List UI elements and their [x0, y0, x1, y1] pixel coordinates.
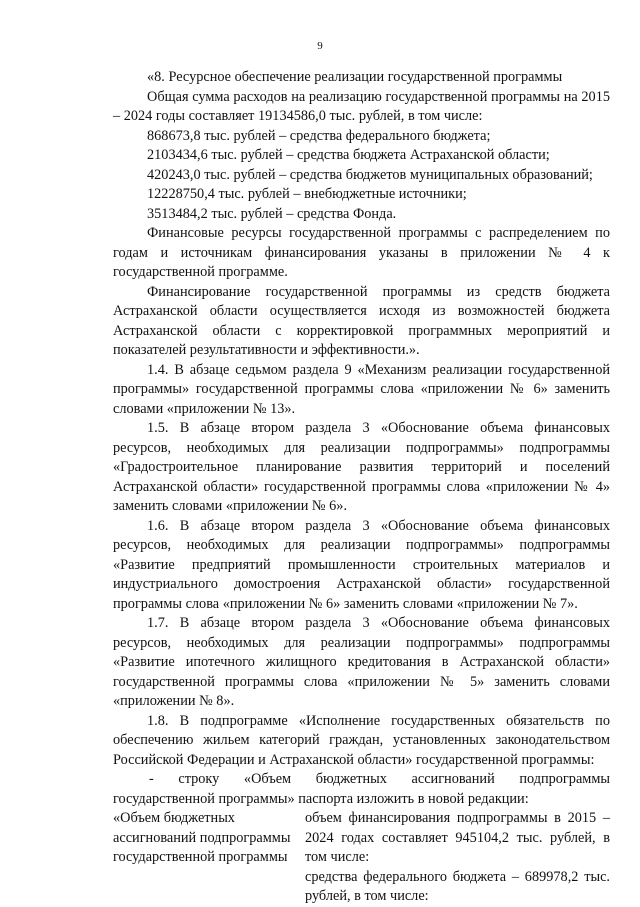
document-body — [113, 68, 610, 907]
paragraph-financing-source: Финансирование государственной программы из средств бюджета Астраханской области осуществляется исходя из возможностей бюджета Астраханской области с корректировкой программных мероприятий и показателей результативности и эффективности.». — [113, 283, 610, 358]
paragraph-row-instruction: - строку «Объем бюджетных ассигнований подпрограммы государственной программы» паспорта изложить в новой редакции: — [113, 771, 610, 807]
table-right-federal: средства федерального бюджета – 689978,2 тыс. рублей, в том числе: — [305, 868, 610, 904]
paragraph-regional-budget: 2103434,6 тыс. рублей – средства бюджета Астраханской области; — [147, 147, 550, 163]
table-right-cell — [305, 809, 610, 907]
passport-table — [113, 809, 610, 907]
section-heading: «8. Ресурсное обеспечение реализации государственной программы — [147, 69, 563, 85]
paragraph-1-6: 1.6. В абзаце втором раздела 3 «Обоснование объема финансовых ресурсов, необходимых для реализации подпрограммы» подпрограммы «Развитие предприятий промышленности строительных материалов и индустриального домостроения Астраханской области» государственной программы слова «приложении № 6» заменить словами «приложении № 7». — [113, 517, 610, 612]
paragraph-federal-budget: 868673,8 тыс. рублей – средства федерального бюджета; — [147, 127, 491, 144]
paragraph-municipal-budget: 420243,0 тыс. рублей – средства бюджетов муниципальных образований; — [147, 166, 593, 183]
paragraph-1-4: 1.4. В абзаце седьмом раздела 9 «Механизм реализации государственной программы» государственной программы слова «приложении № 6» заменить словами «приложении № 13». — [113, 361, 610, 417]
paragraph-total-expenses: Общая сумма расходов на реализацию государственной программы на 2015 – 2024 годы составляет 19134586,0 тыс. рублей, в том числе: — [113, 88, 610, 124]
table-left-cell: «Объем бюджетных ассигнований подпрограммы государственной программы — [113, 810, 291, 865]
paragraph-fund: 3513484,2 тыс. рублей – средства Фонда. — [147, 205, 397, 222]
paragraph-1-5: 1.5. В абзаце втором раздела 3 «Обоснование объема финансовых ресурсов, необходимых для реализации подпрограммы» подпрограммы «Градостроительное планирование развития территорий и поселений Астраханской области» государственной программы слова «приложении № 4» заменить словами «приложении № 6». — [113, 420, 610, 514]
paragraph-financial-resources: Финансовые ресурсы государственной программы с распределением по годам и источникам финансирования указаны в приложении № 4 к государственной программе. — [113, 225, 610, 280]
page-number: 9 — [317, 40, 323, 52]
paragraph-1-7: 1.7. В абзаце втором раздела 3 «Обоснование объема финансовых ресурсов, необходимых для реализации подпрограммы» подпрограммы «Развитие ипотечного жилищного кредитования в Астраханской области» государственной программы слова «приложении № 5» заменить словами «приложении № 8». — [113, 615, 610, 709]
table-right-volume: объем финансирования подпрограммы в 2015 – 2024 годах составляет 945104,2 тыс. рублей, в том числе: — [305, 810, 610, 865]
paragraph-offbudget: 12228750,4 тыс. рублей – внебюджетные источники; — [147, 186, 467, 202]
paragraph-1-8: 1.8. В подпрограмме «Исполнение государственных обязательств по обеспечению жильем категорий граждан, установленных законодательством Российской Федерации и Астраханской области» государственной программы: — [113, 712, 610, 768]
